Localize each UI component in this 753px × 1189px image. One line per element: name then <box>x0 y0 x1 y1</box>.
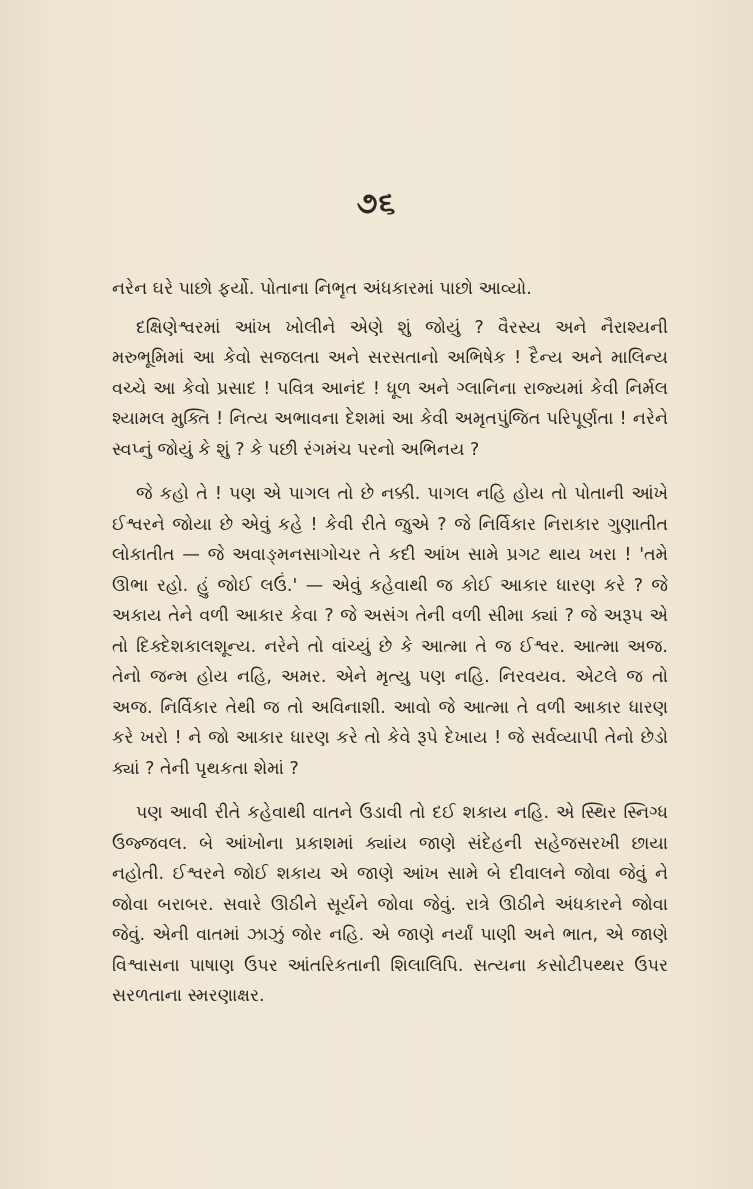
paragraph-1: નરેન ઘરે પાછો ફર્યો. પોતાના નિભૃત અંધકારમાં પાછો આવ્યો. <box>112 279 532 299</box>
body-text <box>112 274 668 1026</box>
paragraph-3: જે કહો તે ! પણ એ પાગલ તો છે નક્કી. પાગલ નહિ હોય તો પોતાની આંખે ઈશ્વરને જોયા છે એવું કહે ! કેવી રીતે જુએ ? જે નિર્વિકાર નિરાકાર ગુણાતીત લોકાતીત — જે અવાઙ્મનસાગોચર તે કદી આંખ સામે પ્રગટ થાય ખરા ! 'તમે ઊભા રહો. હું જોઈ લઉં.' — એવું કહેવાથી જ કોઈ આકાર ધારણ કરે ? જે અકાય તેને વળી આકાર કેવા ? જે અસંગ તેની વળી સીમા ક્યાં ? જે અરૂપ એ તો દિક્દેશકાલશૂન્ય. નરેને તો વાંચ્યું છે કે આત્મા તે જ ઈશ્વર. આત્મા અજ. તેનો જન્મ હોય નહિ, અમર. એને મૃત્યુ પણ નહિ. નિરવયવ. એટલે જ તો અજ. નિર્વિકાર તેથી જ તો અવિનાશી. આવો જે આત્મા તે વળી આકાર ધારણ કરે ખરો ! ને જો આકાર ધારણ કરે તો કેવે રૂપે દેખાય ! જે સર્વવ્યાપી તેનો છેડો ક્યાં ? તેની પૃથકતા શેમાં ? <box>112 484 668 779</box>
paragraph-4: પણ આવી રીતે કહેવાથી વાતને ઉડાવી તો દઈ શકાય નહિ. એ સ્થિર સ્નિગ્ધ ઉજ્જવલ. બે આંખોના પ્રકાશમાં ક્યાંય જાણે સંદેહની સહેજસરખી છાયા નહોતી. ઈશ્વરને જોઈ શકાય એ જાણે આંખ સામે બે દીવાલને જોવા જેવું ને જોવા બરાબર. સવારે ઊઠીને સૂર્યને જોવા જેવું. રાત્રે ઊઠીને અંધકારને જોવા જેવું. એની વાતમાં ઝાઝું જોર નહિ. એ જાણે નર્યાં પાણી અને ભાત, એ જાણે વિશ્વાસના પાષાણ ઉપર આંતરિકતાની શિલાલિપિ. સત્યના કસોટીપથ્થર ઉપર સરળતાના સ્મરણાક્ષર. <box>112 803 668 1006</box>
paragraph-2: દક્ષિણેશ્વરમાં આંખ ખોલીને એણે શું જોયું ? વૈરસ્ય અને નૈરાશ્યની મરુભૂમિમાં આ કેવો સજલતા અને સરસતાનો અભિષેક ! દૈન્ય અને માલિન્ય વચ્ચે આ કેવો પ્રસાદ ! પવિત્ર આનંદ ! ધૂળ અને ગ્લાનિના રાજ્યમાં કેવી નિર્મલ શ્યામલ મુક્તિ ! નિત્ય અભાવના દેશમાં આ કેવી અમૃતપુંજિત પરિપૂર્ણતા ! નરેને સ્વપ્નું જોયું કે શું ? કે પછી રંગમંચ પરનો અભિનય ? <box>112 317 668 460</box>
page-number: ૭૬ <box>356 186 397 221</box>
